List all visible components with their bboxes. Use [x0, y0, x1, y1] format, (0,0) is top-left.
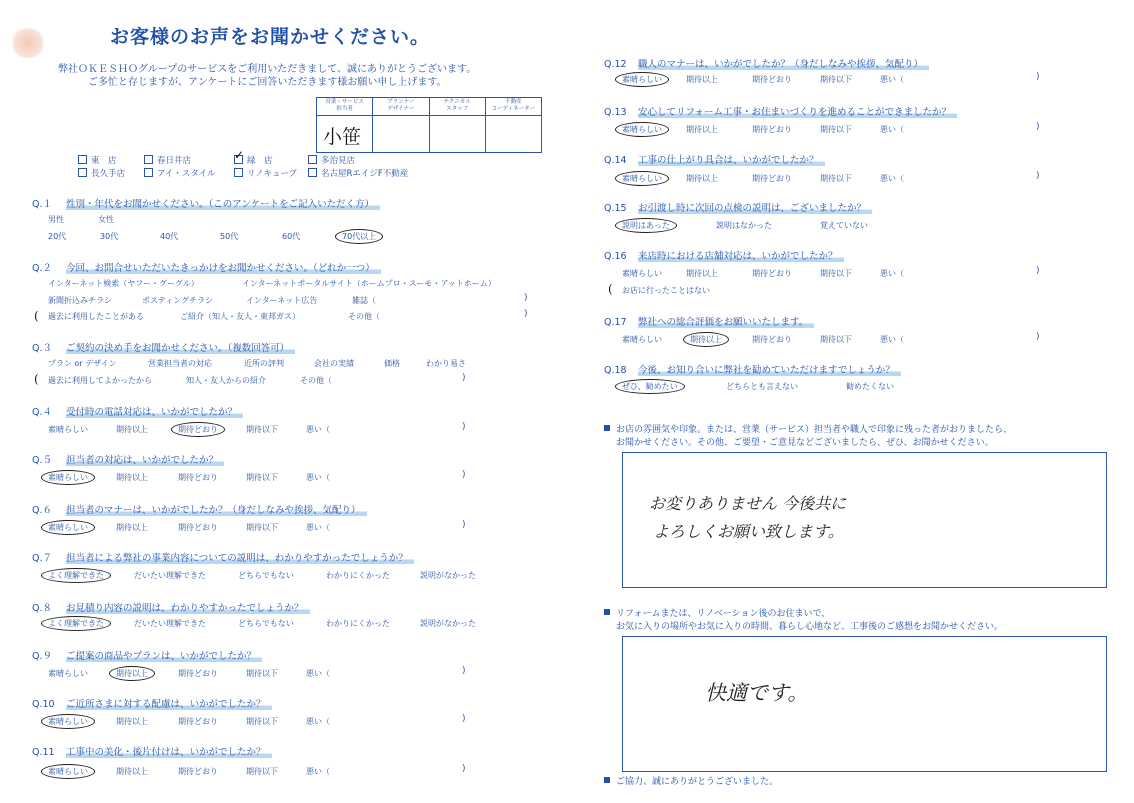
q1-option-age[interactable]: 20代 [48, 232, 67, 241]
rating-option[interactable]: 期待以上 [116, 473, 148, 482]
question-4: Q.４ 受付時の電話対応は、いかがでしたか？ [32, 404, 243, 418]
checkbox[interactable] [308, 168, 317, 177]
question-11: Q.11 工事中の美化・後片付けは、いかがでしたか？ [32, 744, 272, 758]
rating-option[interactable]: 期待どおり [752, 269, 792, 278]
ink-stamp-mark [10, 28, 46, 58]
store-kasugai[interactable]: 春日井店 [144, 154, 191, 166]
q2-option-selected[interactable]: 過去に利用したことがある [48, 312, 144, 321]
rating-option[interactable]: 期待どおり [752, 335, 792, 344]
question-10: Q.10 ご近所さまに対する配慮は、いかがでしたか？ [32, 696, 272, 710]
question-2: Q.２ 今回、お問合せいただいたきっかけをお聞かせください。（どれか一つ） [32, 260, 381, 274]
store-midori[interactable]: ✓ 緑 店 [234, 154, 273, 166]
clarity-option[interactable]: だいたい理解できた [134, 619, 206, 628]
question-3: Q.３ ご契約の決め手をお聞かせください。（複数回答可） [32, 340, 295, 354]
q18-option[interactable]: 勧めたくない [846, 382, 894, 391]
q1-option-age[interactable]: 50代 [220, 232, 239, 241]
close-paren: ) [462, 666, 466, 676]
q1-option-age[interactable]: 60代 [282, 232, 301, 241]
rating-option[interactable]: 期待どおり [178, 473, 218, 482]
checkbox[interactable] [308, 155, 317, 164]
store-nagoya-realestate[interactable]: 名古屋RエイジF不動産 [308, 167, 408, 179]
close-paren: ) [462, 470, 466, 480]
rating-option[interactable]: 期待どおり [752, 75, 792, 84]
rating-option[interactable]: 悪い（ [306, 669, 330, 678]
q3-option-selected[interactable]: 過去に利用してよかったから [48, 376, 152, 385]
staff-technical-name[interactable] [430, 116, 485, 122]
question-1: Q.１ 性別・年代をお聞かせください。（このアンケートをご記入いただく方） [32, 196, 380, 210]
staff-realestate-name[interactable] [486, 116, 541, 122]
comment-1-answer-line-1: お変りありません 今後共に [649, 494, 847, 513]
rating-option[interactable]: 期待以下 [246, 717, 278, 726]
store-nagakute[interactable]: 長久手店 [78, 167, 125, 179]
selection-mark: ( [34, 309, 39, 323]
question-13: Q.13 安心してリフォーム工事・お住まいづくりを進めることができましたか？ [604, 104, 957, 118]
q18-option-selected[interactable]: ぜひ、勧めたい [622, 381, 678, 392]
staff-sales-name[interactable]: 小笹 [323, 126, 362, 148]
square-bullet-icon [604, 777, 610, 783]
rating-option-selected[interactable]: 素晴らしい [622, 124, 662, 135]
question-12: Q.12 職人のマナーは、いかがでしたか？（身だしなみや挨拶、気配り） [604, 56, 929, 70]
staff-header-realestate: 不動産 コーディネーター [486, 98, 541, 116]
q3-option[interactable]: その他（ [300, 376, 332, 385]
rating-option[interactable]: 期待どおり [178, 767, 218, 776]
square-bullet-icon [604, 609, 610, 615]
close-paren: ) [524, 293, 528, 303]
close-paren: ) [1036, 171, 1040, 181]
rating-option-selected[interactable]: 素晴らしい [48, 522, 88, 533]
store-renocube[interactable]: リノキューブ [234, 167, 297, 179]
square-bullet-icon [604, 425, 610, 431]
staff-table [316, 97, 542, 153]
rating-option[interactable]: 期待以下 [246, 669, 278, 678]
comment-2-box[interactable] [622, 636, 1107, 772]
comment-1-box[interactable] [622, 452, 1107, 588]
checkbox[interactable] [78, 168, 87, 177]
q15-option[interactable]: 覚えていない [820, 221, 868, 230]
rating-option[interactable]: 期待どおり [178, 669, 218, 678]
close-paren: ) [1036, 332, 1040, 342]
close-paren: ) [462, 764, 466, 774]
rating-option[interactable]: 素晴らしい [622, 335, 662, 344]
rating-option[interactable]: 素晴らしい [48, 425, 88, 434]
q2-option[interactable]: インターネット検索（ヤフー・グーグル） [48, 279, 199, 288]
intro-line-1: 弊社ＯＫＥＳＨＯグループのサービスをご利用いただきまして、誠にありがとうございます。 [58, 64, 477, 75]
rating-option[interactable]: 期待以下 [820, 75, 852, 84]
q3-option[interactable]: 知人・友人からの紹介 [186, 376, 266, 385]
q1-option-age-selected[interactable]: 70代以上 [342, 231, 376, 242]
rating-option[interactable]: 期待どおり [752, 125, 792, 134]
clarity-option[interactable]: どちらでもない [238, 619, 294, 628]
rating-option[interactable]: 期待以上 [116, 767, 148, 776]
rating-option-selected[interactable]: 素晴らしい [48, 766, 88, 777]
q16-option-never-visited-selected[interactable]: お店に行ったことはない [622, 286, 710, 295]
rating-option[interactable]: 期待以上 [116, 425, 148, 434]
rating-option[interactable]: 期待以上 [686, 174, 718, 183]
rating-option[interactable]: 期待以上 [686, 125, 718, 134]
close-paren: ) [1036, 72, 1040, 82]
rating-option[interactable]: 悪い（ [306, 717, 330, 726]
comment-2-prompt: リフォームまたは、リノベーション後のお住まいで、 お気に入りの場所やお気に入りの時間、暮らし心地など、工事後のご感想をお聞かせください。 [604, 608, 1003, 634]
comment-1-answer-line-2: よろしくお願い致します。 [653, 522, 844, 541]
q2-option[interactable]: 雑誌（ [352, 296, 376, 305]
q3-option[interactable]: 営業担当者の対応 [148, 359, 212, 368]
rating-option[interactable]: 素晴らしい [622, 269, 662, 278]
clarity-option[interactable]: わかりにくかった [326, 571, 390, 580]
q1-option-age[interactable]: 30代 [100, 232, 119, 241]
rating-option[interactable]: 悪い（ [306, 473, 330, 482]
clarity-option[interactable]: どちらでもない [238, 571, 294, 580]
staff-header-planner: プランナー デザイナー [373, 98, 428, 116]
checkbox[interactable] [234, 168, 243, 177]
q2-option[interactable]: ポスティングチラシ [142, 296, 214, 305]
staff-planner-name[interactable] [373, 116, 428, 122]
question-7: Q.７ 担当者による弊社の事業内容についての説明は、わかりやすかったでしょうか？ [32, 550, 414, 564]
q3-option[interactable]: 会社の実績 [314, 359, 354, 368]
q2-option[interactable]: その他（ [348, 312, 380, 321]
closing-message: ご協力、誠にありがとうございました。 [604, 776, 778, 789]
checkbox[interactable] [144, 168, 153, 177]
staff-header-sales: 営業・サービス 担当者 [317, 98, 372, 116]
question-18: Q.18 今後、お知り合いに弊社を勧めていただけますでしょうか？ [604, 362, 901, 376]
close-paren: ) [1036, 122, 1040, 132]
clarity-option[interactable]: わかりにくかった [326, 619, 390, 628]
rating-option[interactable]: 期待以下 [246, 425, 278, 434]
q1-option-age[interactable]: 40代 [160, 232, 179, 241]
rating-option[interactable]: 期待以下 [820, 125, 852, 134]
question-6: Q.６ 担当者のマナーは、いかがでしたか？（身だしなみや挨拶、気配り） [32, 502, 367, 516]
staff-header-technical: テクニカル スタッフ [430, 98, 485, 116]
clarity-option-selected[interactable]: よく理解できた [48, 618, 104, 629]
rating-option[interactable]: 悪い（ [880, 174, 904, 183]
q18-option[interactable]: どちらとも言えない [726, 382, 798, 391]
rating-option[interactable]: 期待以下 [246, 473, 278, 482]
checkbox-checked[interactable] [234, 155, 243, 164]
selection-mark: ( [608, 282, 613, 296]
question-9: Q.９ ご提案の商品やプランは、いかがでしたか？ [32, 648, 262, 662]
question-16: Q.16 来店時における店舗対応は、いかがでしたか？ [604, 248, 844, 262]
rating-option[interactable]: 悪い（ [880, 335, 904, 344]
q2-option[interactable]: インターネットポータルサイト（ホームプロ・スーモ・アットホーム） [242, 279, 496, 288]
close-paren: ) [524, 309, 528, 319]
rating-option[interactable]: 悪い（ [306, 425, 330, 434]
close-paren: ) [1036, 266, 1040, 276]
rating-option-selected[interactable]: 素晴らしい [48, 472, 88, 483]
q2-option[interactable]: インターネット広告 [246, 296, 318, 305]
rating-option[interactable]: 期待以下 [246, 523, 278, 532]
rating-option[interactable]: 期待以上 [116, 717, 148, 726]
clarity-option[interactable]: 説明がなかった [420, 571, 476, 580]
page-title: お客様のお声をお聞かせください。 [110, 26, 431, 48]
q1-option-male[interactable]: 男性 [48, 215, 64, 224]
q15-option[interactable]: 説明はなかった [716, 221, 772, 230]
rating-option[interactable]: 期待以下 [820, 335, 852, 344]
rating-option[interactable]: 悪い（ [880, 75, 904, 84]
rating-option[interactable]: 期待どおり [178, 717, 218, 726]
q3-option[interactable]: 価格 [384, 359, 400, 368]
comment-2-answer: 快適です。 [705, 681, 809, 705]
checkbox[interactable] [144, 155, 153, 164]
checkbox[interactable] [78, 155, 87, 164]
rating-option[interactable]: 期待以上 [116, 523, 148, 532]
question-15: Q.15 お引渡し時に次回の点検の説明は、ございましたか？ [604, 200, 872, 214]
close-paren: ) [462, 520, 466, 530]
close-paren: ) [462, 373, 466, 383]
rating-option[interactable]: 期待どおり [178, 523, 218, 532]
rating-option[interactable]: 期待以上 [686, 75, 718, 84]
close-paren: ) [462, 422, 466, 432]
rating-option[interactable]: 悪い（ [880, 125, 904, 134]
rating-option-selected[interactable]: 素晴らしい [48, 716, 88, 727]
rating-option-selected[interactable]: 素晴らしい [622, 74, 662, 85]
store-tajimi[interactable]: 多治見店 [308, 154, 355, 166]
rating-option-selected[interactable]: 期待どおり [178, 424, 218, 435]
intro-line-2: ご多忙と存じますが、アンケートにご回答いただきます様お願い申し上げます。 [88, 77, 447, 88]
q3-option[interactable]: 近所の評判 [244, 359, 284, 368]
rating-option[interactable]: 悪い（ [880, 269, 904, 278]
clarity-option[interactable]: 説明がなかった [420, 619, 476, 628]
rating-option[interactable]: 期待どおり [752, 174, 792, 183]
rating-option[interactable]: 期待以下 [820, 174, 852, 183]
rating-option[interactable]: 悪い（ [306, 767, 330, 776]
rating-option[interactable]: 期待以上 [686, 269, 718, 278]
q2-option[interactable]: ご紹介（知人・友人・東邦ガス） [180, 312, 300, 321]
question-8: Q.８ お見積り内容の説明は、わかりやすかったでしょうか？ [32, 600, 310, 614]
close-paren: ) [462, 714, 466, 724]
store-i-style[interactable]: アイ・スタイル [144, 167, 216, 179]
rating-option[interactable]: 素晴らしい [48, 669, 88, 678]
q3-option[interactable]: プラン or デザイン [48, 359, 117, 368]
rating-option[interactable]: 悪い（ [306, 523, 330, 532]
question-5: Q.５ 担当者の対応は、いかがでしたか？ [32, 452, 224, 466]
rating-option-selected[interactable]: 期待以上 [690, 334, 722, 345]
q3-option[interactable]: わかり易さ [426, 359, 466, 368]
question-17: Q.17 弊社への総合評価をお願いいたします。 [604, 314, 814, 328]
q2-option[interactable]: 新聞折込みチラシ [48, 296, 112, 305]
store-higashi[interactable]: 東 店 [78, 154, 117, 166]
rating-option-selected[interactable]: 期待以上 [116, 668, 148, 679]
comment-1-prompt: お店の雰囲気や印象。または、営業（サービス）担当者や職人で印象に残った者がおりましたら、 お聞かせください。その他、ご要望・ご意見などございましたら、ぜひ、お聞かせください。 [604, 424, 1012, 450]
clarity-option-selected[interactable]: よく理解できた [48, 570, 104, 581]
rating-option[interactable]: 期待以下 [820, 269, 852, 278]
selection-mark: ( [34, 372, 39, 386]
q15-option-selected[interactable]: 説明はあった [622, 220, 670, 231]
rating-option-selected[interactable]: 素晴らしい [622, 173, 662, 184]
q1-option-female[interactable]: 女性 [98, 215, 114, 224]
question-14: Q.14 工事の仕上がり具合は、いかがでしたか？ [604, 152, 825, 166]
rating-option[interactable]: 期待以下 [246, 767, 278, 776]
clarity-option[interactable]: だいたい理解できた [134, 571, 206, 580]
